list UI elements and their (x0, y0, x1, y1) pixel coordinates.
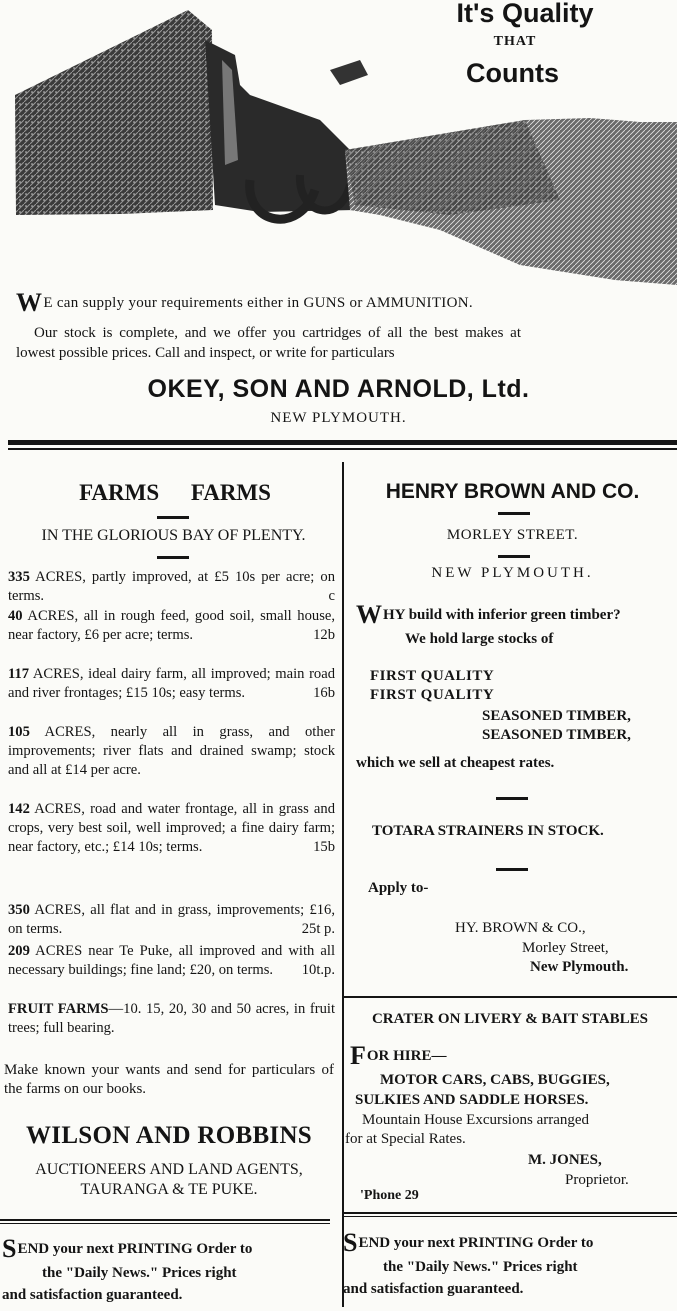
livery-line1: MOTOR CARS, CABS, BUGGIES, (380, 1072, 610, 1088)
listing-acres: 142 (8, 801, 30, 817)
gun-ad-body-line1: Our stock is complete, and we offer you cartridges of all the best makes at (34, 325, 521, 341)
farm-listing (8, 800, 335, 857)
listing-acres: FRUIT FARMS (8, 1001, 109, 1017)
dropcap: S (2, 1234, 17, 1263)
timber-why (356, 602, 676, 628)
printing-line1 (343, 1230, 673, 1256)
farms-outro: Make known your wants and send for particulars of the farms on our books. (4, 1062, 334, 1097)
dropcap: W (356, 600, 382, 629)
firm-name: WILSON AND ROBBINS (25, 1122, 313, 1149)
timber-sell: which we sell at cheapest rates. (356, 755, 555, 771)
dropcap: F (350, 1041, 366, 1070)
timber-quality: FIRST QUALITY (370, 687, 495, 703)
divider-heavy (8, 440, 677, 445)
farms-intro: IN THE GLORIOUS BAY OF PLENTY. (41, 527, 306, 544)
listing-ref: 10t.p. (301, 961, 335, 978)
listing-ref: c (328, 587, 335, 604)
farm-listing (8, 942, 335, 980)
farm-listing (8, 1000, 335, 1038)
printing-line3: and satisfaction guaranteed. (2, 1287, 183, 1303)
timber-town: NEW PLYMOUTH. (431, 565, 594, 581)
livery-phone: 'Phone 29 (360, 1188, 419, 1203)
divider-thin (344, 1216, 677, 1217)
timber-apply: Apply to- (368, 880, 429, 896)
timber-signature-street: Morley Street, (522, 940, 609, 956)
slogan-counts: Counts (466, 58, 559, 88)
printing-line2: the "Daily News." Prices right (42, 1265, 237, 1281)
divider-thin (8, 448, 677, 450)
livery-line3: Mountain House Excursions arranged (362, 1112, 590, 1128)
listing-text: —10. 15, 20, 30 and 50 acres, in fruit trees; full bearing. (8, 1001, 335, 1036)
timber-street: MORLEY STREET. (446, 527, 579, 543)
printing-line1-text: END your next PRINTING Order to (358, 1235, 594, 1251)
company-name: OKEY, SON AND ARNOLD, Ltd. (147, 375, 530, 403)
gun-ad-lead (16, 290, 666, 316)
livery-signature-name: M. JONES, (528, 1152, 602, 1168)
listing-text: ACRES, nearly all in grass, and other improvements; river flats and drained swamp; stock and all at £14 per acre. (8, 724, 335, 778)
farm-listing (8, 607, 335, 645)
firm-line2: TAURANGA & TE PUKE. (80, 1181, 258, 1198)
listing-acres: 117 (8, 666, 30, 682)
slogan-its-quality: It's Quality (456, 0, 594, 28)
listing-acres: 40 (8, 608, 23, 624)
listing-text: ACRES, partly improved, at £5 10s per acre; on terms. (8, 569, 335, 604)
livery-title: CRATER ON LIVERY & BAIT STABLES (371, 1011, 649, 1027)
short-rule (498, 555, 530, 558)
company-town: NEW PLYMOUTH. (270, 410, 407, 426)
timber-signature-town: New Plymouth. (530, 959, 629, 975)
divider-thin (0, 1219, 330, 1221)
printing-line2: the "Daily News." Prices right (383, 1259, 578, 1275)
short-rule (496, 797, 528, 800)
short-rule (498, 512, 530, 515)
listing-text: ACRES near Te Puke, all improved and with all necessary buildings; fine land; £20, on terms. (8, 943, 336, 978)
listing-acres: 335 (8, 569, 30, 585)
listing-acres: 350 (8, 902, 30, 918)
timber-quality: FIRST QUALITY (370, 668, 495, 684)
listing-text: ACRES, all flat and in grass, improvements; £16, on terms. (8, 902, 335, 937)
listing-ref: 15b (313, 838, 335, 855)
timber-totara: TOTARA STRAINERS IN STOCK. (372, 823, 604, 839)
farm-listing (8, 723, 335, 780)
listing-text: ACRES, all in rough feed, good soil, small house, near factory, £6 per acre; terms. (8, 608, 335, 643)
firm-line1: AUCTIONEERS AND LAND AGENTS, (35, 1161, 303, 1178)
farm-listing (8, 665, 335, 703)
listing-text: ACRES, ideal dairy farm, all improved; main road and river frontages; £15 10s; easy terms. (8, 666, 336, 701)
farms-title: FARMS FARMS (79, 480, 271, 505)
timber-why-text: HY build with inferior green timber? (383, 607, 621, 623)
listing-text: ACRES, road and water frontage, all in grass and crops, very best soil, well improved; a fine dairy farm; near factory, etc.; £14 10s; terms. (8, 801, 336, 855)
livery-line2: SULKIES AND SADDLE HORSES. (355, 1092, 589, 1108)
short-rule (496, 868, 528, 871)
timber-seasoned: SEASONED TIMBER, (482, 727, 631, 743)
column-divider (342, 462, 344, 1307)
listing-acres: 105 (8, 724, 30, 740)
slogan-that: THAT (493, 34, 537, 49)
timber-hold: We hold large stocks of (405, 631, 554, 647)
listing-acres: 209 (8, 943, 30, 959)
listing-ref: 12b (313, 626, 335, 643)
short-rule (157, 516, 189, 519)
divider-thin (0, 1223, 330, 1224)
printing-ad-right (343, 1230, 673, 1300)
timber-seasoned: SEASONED TIMBER, (482, 708, 631, 724)
printing-line3: and satisfaction guaranteed. (343, 1281, 524, 1297)
dropcap: W (16, 288, 43, 317)
farm-listing (8, 568, 335, 606)
livery-hire-text: OR HIRE— (366, 1048, 447, 1064)
printing-line1 (2, 1236, 332, 1262)
listing-ref: 16b (313, 684, 335, 701)
gun-ad-lead-text: E can supply your requirements either in GUNS or AMMUNITION. (43, 295, 473, 311)
livery-signature-title: Proprietor. (565, 1172, 629, 1188)
farm-listing (8, 901, 335, 939)
divider-thin (344, 996, 677, 998)
printing-line1-text: END your next PRINTING Order to (17, 1241, 253, 1257)
dropcap: S (343, 1228, 358, 1257)
listing-ref: 25t p. (301, 920, 335, 937)
timber-signature-name: HY. BROWN & CO., (455, 920, 586, 936)
livery-hire (350, 1043, 446, 1069)
livery-line4: for at Special Rates. (345, 1131, 466, 1147)
printing-ad-left (2, 1236, 332, 1306)
timber-title: HENRY BROWN AND CO. (385, 480, 640, 503)
gun-ad-body-line2: lowest possible prices. Call and inspect, or write for particulars (16, 345, 395, 361)
short-rule (157, 556, 189, 559)
divider-thin (344, 1212, 677, 1214)
